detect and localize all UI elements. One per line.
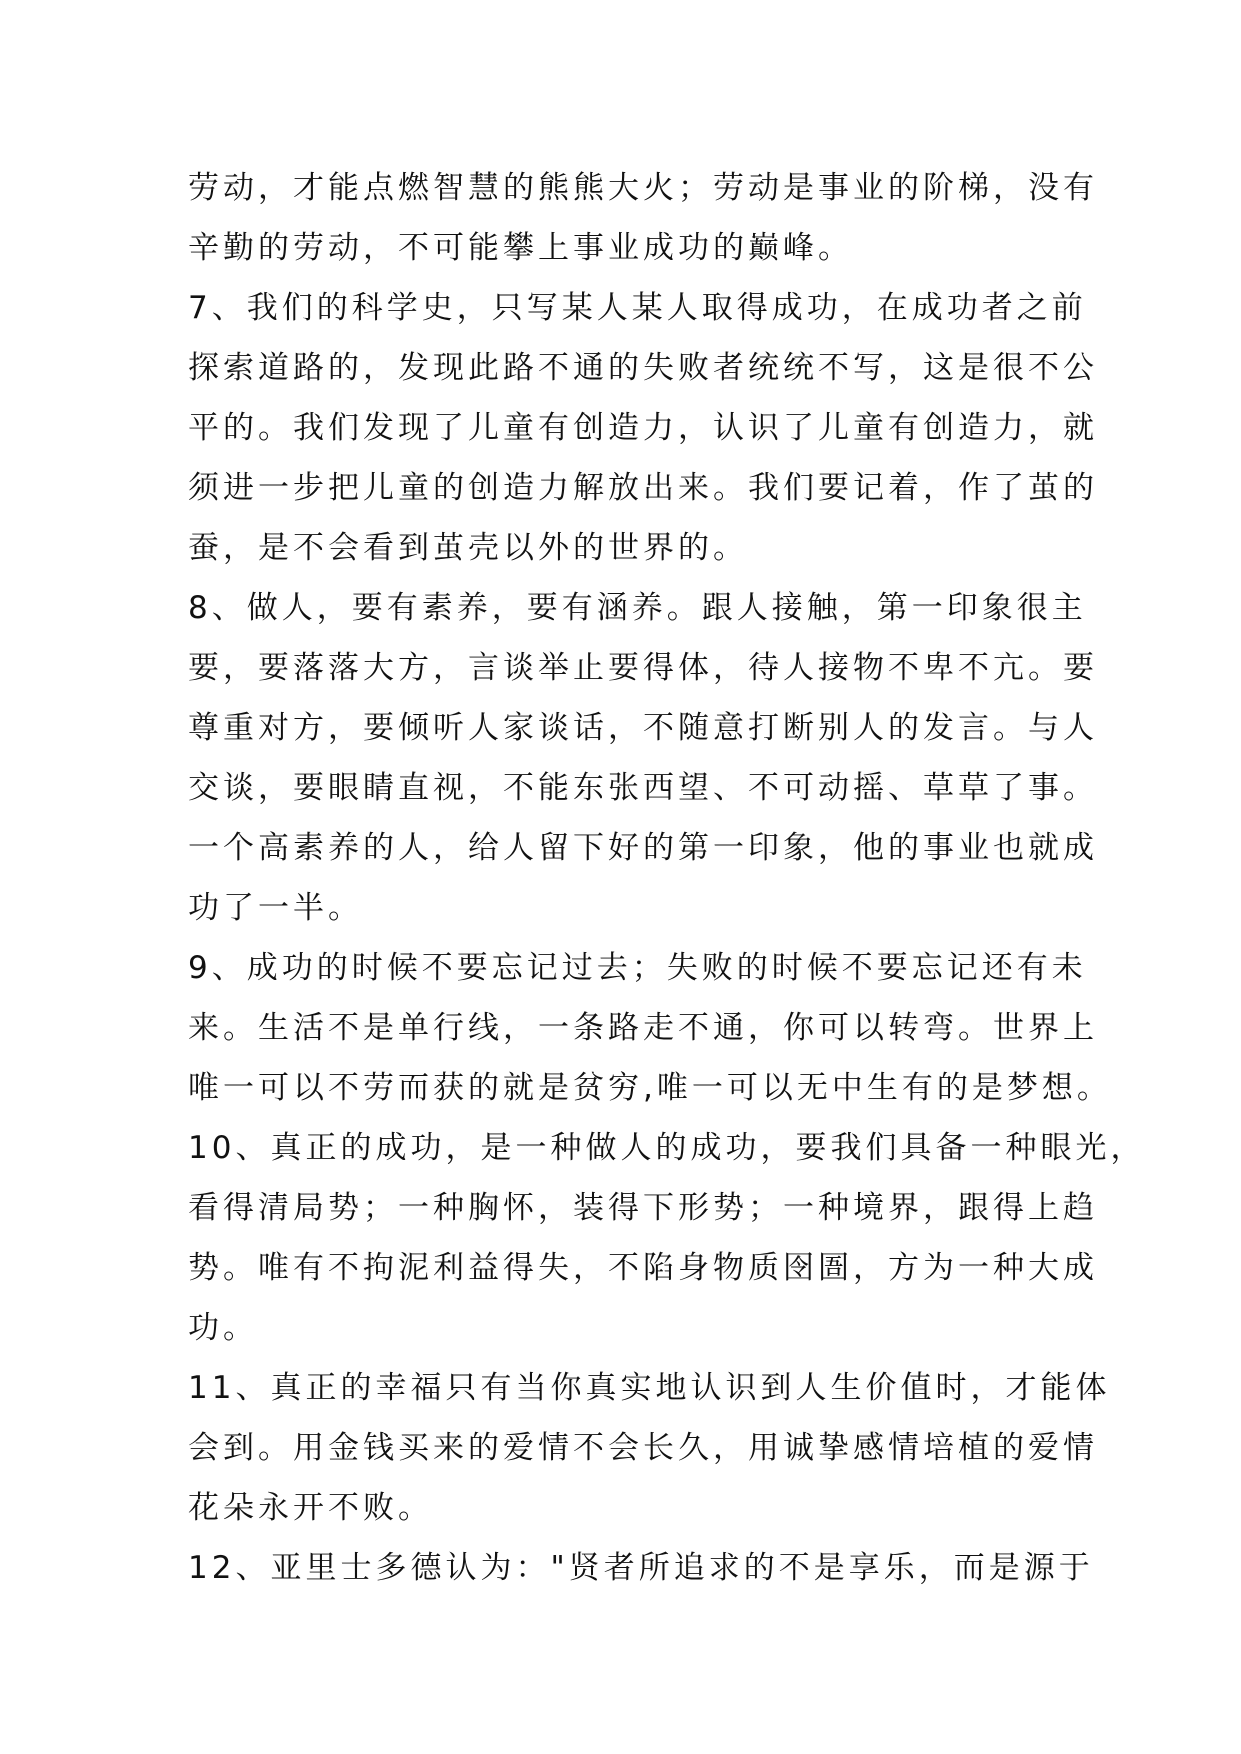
text-line: 须进一步把儿童的创造力解放出来。我们要记着，作了茧的 <box>188 470 1098 506</box>
text-line: 劳动，才能点燃智慧的熊熊大火；劳动是事业的阶梯，没有 <box>188 170 1098 206</box>
text-line: 功了一半。 <box>188 890 363 926</box>
text-line: 会到。用金钱买来的爱情不会长久，用诚挚感情培植的爱情 <box>188 1430 1098 1466</box>
document-body <box>188 158 1146 1598</box>
text-line: 功。 <box>188 1310 258 1346</box>
text-line: 一个高素养的人，给人留下好的第一印象，他的事业也就成 <box>188 830 1098 866</box>
text-line: 来。生活不是单行线，一条路走不通，你可以转弯。世界上 <box>188 1010 1098 1046</box>
text-line: 11、真正的幸福只有当你真实地认识到人生价值时，才能体 <box>188 1370 1111 1406</box>
text-line: 辛勤的劳动，不可能攀上事业成功的巅峰。 <box>188 230 853 266</box>
text-line: 9、成功的时候不要忘记过去；失败的时候不要忘记还有未 <box>188 950 1087 986</box>
text-line: 看得清局势；一种胸怀，装得下形势；一种境界，跟得上趋 <box>188 1190 1098 1226</box>
text-line: 探索道路的，发现此路不通的失败者统统不写，这是很不公 <box>188 350 1098 386</box>
text-line: 10、真正的成功，是一种做人的成功，要我们具备一种眼光， <box>188 1130 1146 1166</box>
text-line: 花朵永开不败。 <box>188 1490 433 1526</box>
text-line: 蚕，是不会看到茧壳以外的世界的。 <box>188 530 748 566</box>
text-line: 交谈，要眼睛直视，不能东张西望、不可动摇、草草了事。 <box>188 770 1098 806</box>
text-line: 12、亚里士多德认为："贤者所追求的不是享乐，而是源于 <box>188 1550 1094 1586</box>
text-line: 要，要落落大方，言谈举止要得体，待人接物不卑不亢。要 <box>188 650 1098 686</box>
text-line: 尊重对方，要倾听人家谈话，不随意打断别人的发言。与人 <box>188 710 1098 746</box>
text-line: 平的。我们发现了儿童有创造力，认识了儿童有创造力，就 <box>188 410 1098 446</box>
text-line: 唯一可以不劳而获的就是贫穷,唯一可以无中生有的是梦想。 <box>188 1070 1112 1106</box>
text-line: 势。唯有不拘泥利益得失，不陷身物质囹圄，方为一种大成 <box>188 1250 1098 1286</box>
text-line: 7、我们的科学史，只写某人某人取得成功，在成功者之前 <box>188 290 1087 326</box>
text-line: 8、做人，要有素养，要有涵养。跟人接触，第一印象很主 <box>188 590 1087 626</box>
